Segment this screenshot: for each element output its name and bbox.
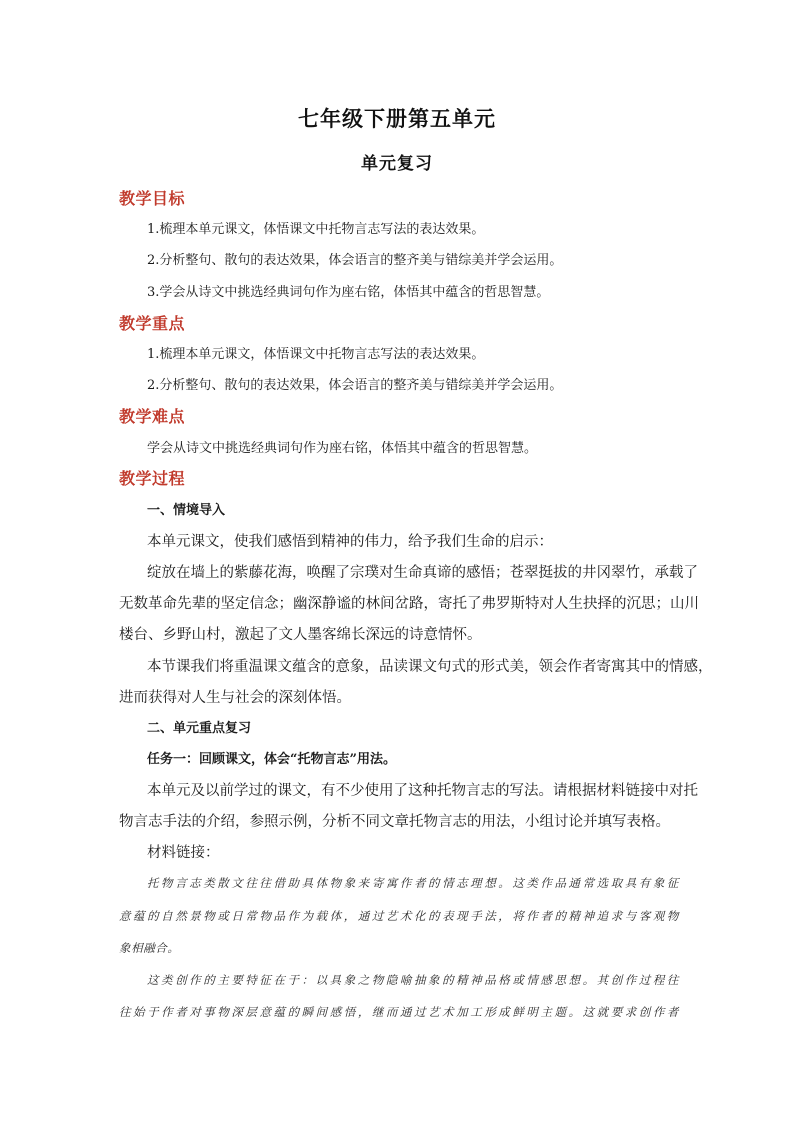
page-title: 七年级下册第五单元 (298, 106, 496, 131)
material-label: 材料链接： (147, 845, 220, 861)
paragraph-line: 楼台、乡野山村，激起了文人墨客绵长深远的诗意情怀。 (119, 627, 482, 643)
process-heading: 教学过程 (119, 469, 186, 488)
material-line: 托物言志类散文往往借助具体物象来寄寓作者的情志理想。这类作品通常选取具有象征 (147, 876, 679, 890)
goal-item: 1.梳理本单元课文，体悟课文中托物言志写法的表达效果。 (147, 222, 485, 237)
paragraph-line: 物言志手法的介绍，参照示例，分析不同文章托物言志的用法，小组讨论并填写表格。 (119, 814, 670, 830)
difficulties-heading: 教学难点 (119, 407, 186, 426)
section1-title: 一、情境导入 (147, 503, 226, 518)
difficulty-text: 学会从诗文中挑选经典词句作为座右铭，体悟其中蕴含的哲思智慧。 (147, 441, 538, 456)
key-points-heading: 教学重点 (119, 314, 186, 333)
material-line: 往始于作者对事物深层意蕴的瞬间感悟，继而通过艺术加工形成鲜明主题。这就要求创作者 (119, 1005, 679, 1019)
paragraph-line: 绽放在墙上的紫藤花海，唤醒了宗璞对生命真谛的感悟；苍翠挺拔的井冈翠竹，承载了 (147, 565, 698, 581)
goal-item: 3.学会从诗文中挑选经典词句作为座右铭，体悟其中蕴含的哲思智慧。 (147, 285, 550, 300)
goal-item: 2.分析整句、散句的表达效果，体会语言的整齐美与错综美并学会运用。 (147, 253, 563, 268)
material-line: 意蕴的自然景物或日常物品作为载体，通过艺术化的表现手法，将作者的精神追求与客观物 (119, 909, 679, 923)
paragraph-line: 进而获得对人生与社会的深刻体悟。 (119, 690, 351, 706)
task-title: 任务一：回顾课文，体会“托物言志”用法。 (147, 752, 396, 767)
paragraph-line: 本单元及以前学过的课文，有不少使用了这种托物言志的写法。请根据材料链接中对托 (147, 783, 698, 799)
page-subtitle: 单元复习 (361, 154, 433, 174)
material-line: 这类创作的主要特征在于：以具象之物隐喻抽象的精神品格或情感思想。其创作过程往 (147, 973, 679, 987)
material-line: 象相融合。 (119, 941, 180, 955)
section2-title: 二、单元重点复习 (147, 721, 252, 736)
key-point-item: 1.梳理本单元课文，体悟课文中托物言志写法的表达效果。 (147, 347, 485, 362)
goals-heading: 教学目标 (119, 189, 186, 208)
paragraph-line: 无数革命先辈的坚定信念；幽深静谧的林间岔路，寄托了弗罗斯特对人生抉择的沉思；山川 (119, 596, 699, 612)
paragraph-line: 本单元课文，使我们感悟到精神的伟力，给予我们生命的启示： (147, 534, 553, 550)
paragraph-line: 本节课我们将重温课文蕴含的意象，品读课文句式的形式美，领会作者寄寓其中的情感， (147, 659, 713, 675)
key-point-item: 2.分析整句、散句的表达效果，体会语言的整齐美与错综美并学会运用。 (147, 378, 563, 393)
